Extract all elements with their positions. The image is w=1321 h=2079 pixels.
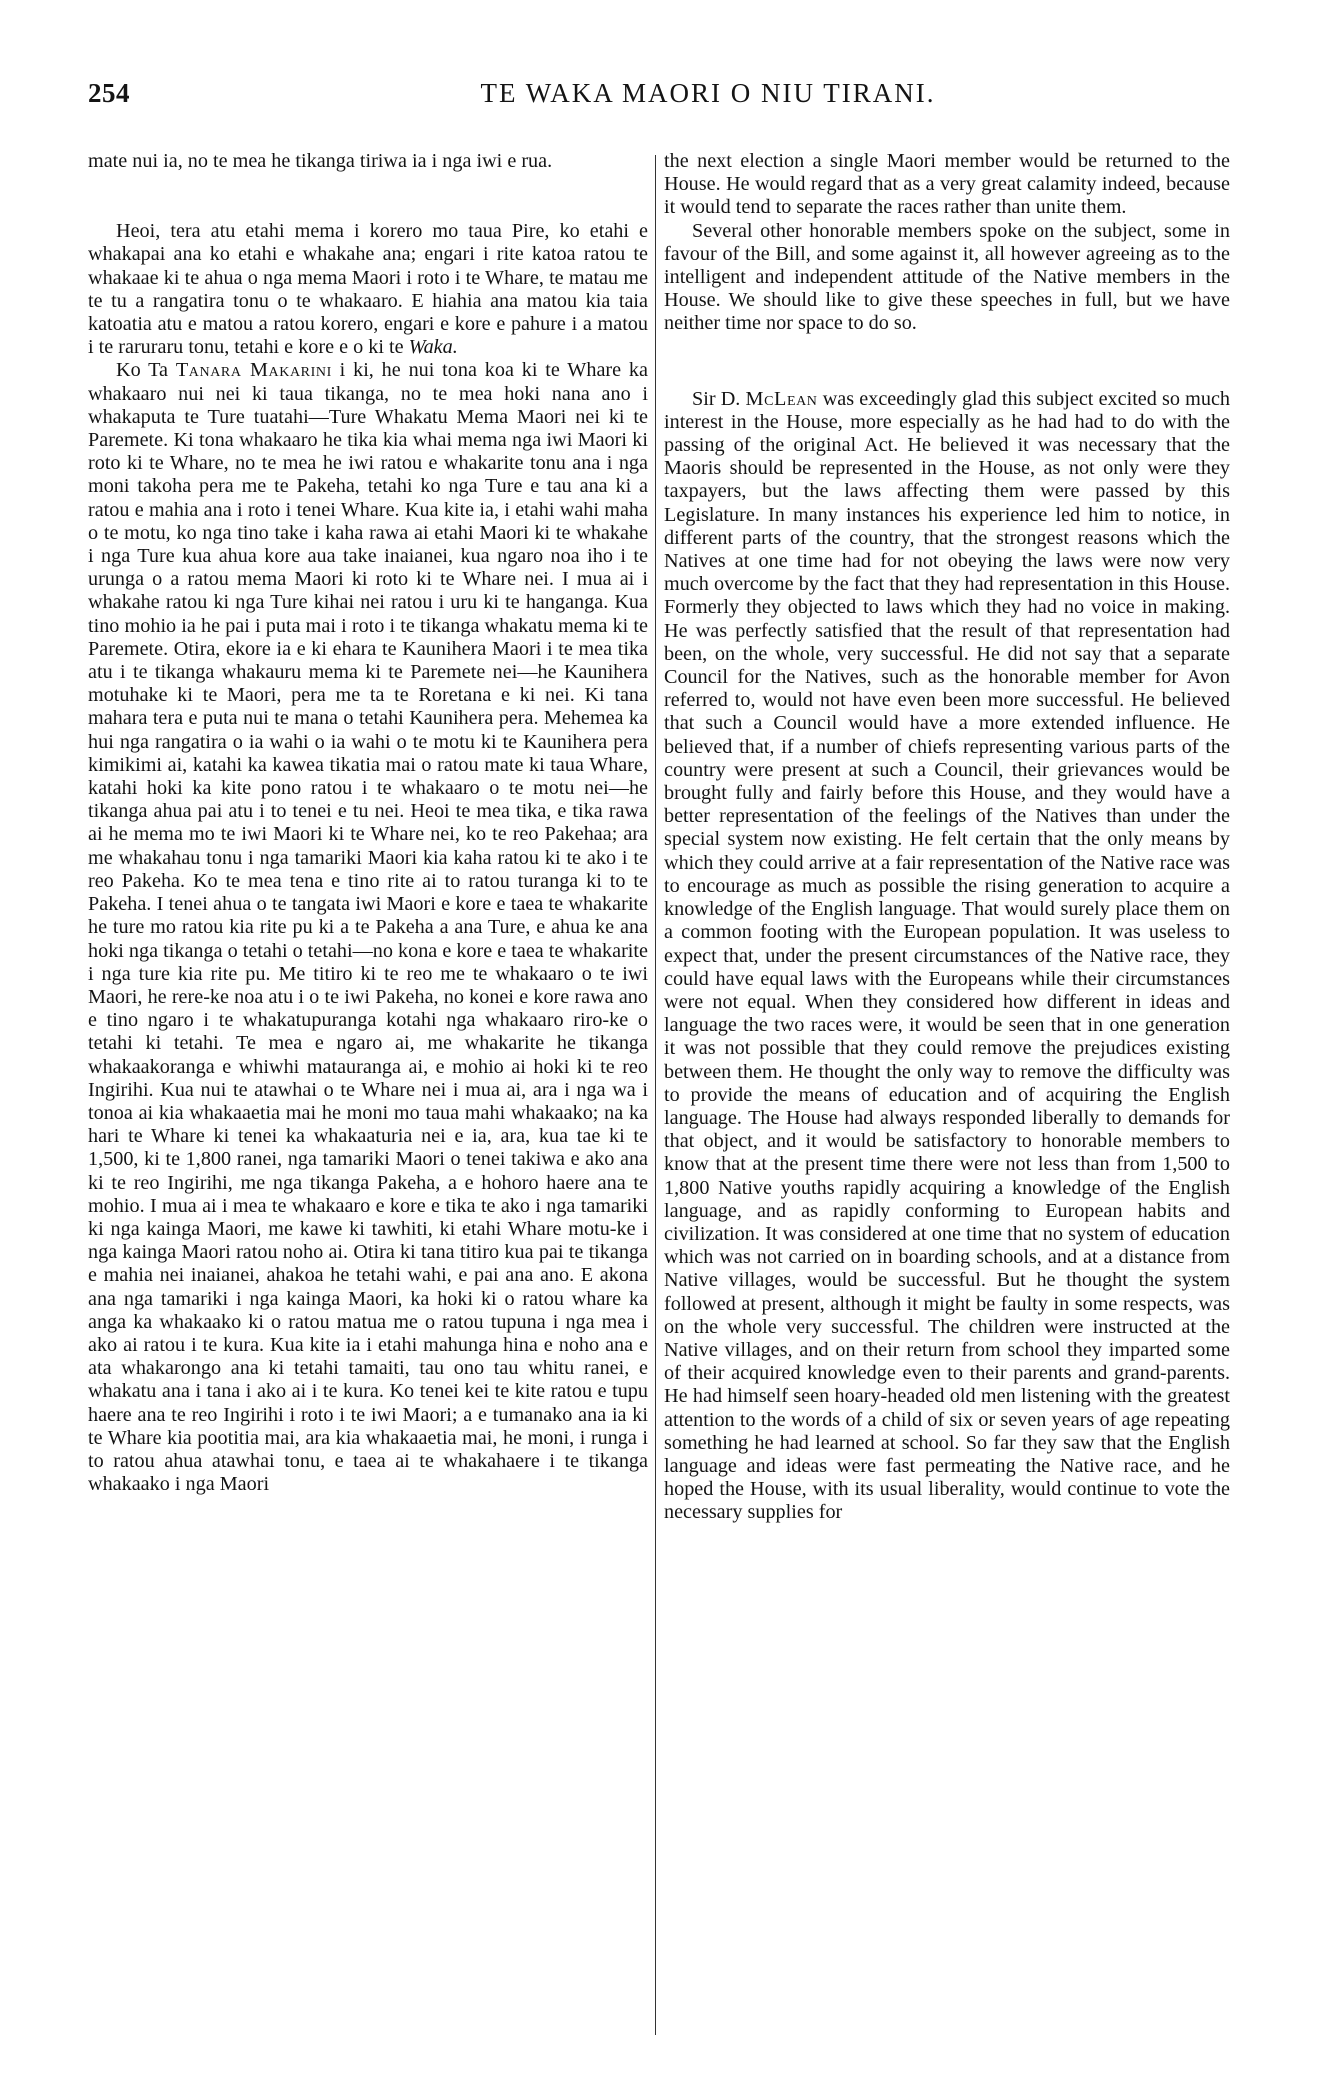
running-title: TE WAKA MAORI O NIU TIRANI. — [480, 78, 936, 108]
english-column — [664, 150, 1230, 1525]
right-paragraph-1: the next election a single Maori member would be returned to the House. He would regard that as a very great calamity indeed, because it would tend to separate the races rather than unite them. — [664, 150, 1230, 219]
left-paragraph-3-prefix: Ko Ta — [116, 359, 176, 382]
left-paragraph-1: mate nui ia, no te mea he tikanga tiriwa ia i nga iwi e rua. — [88, 150, 553, 172]
left-paragraph-2-text: Heoi, tera atu etahi mema i korero mo taua Pire, ko etahi e whakapai ana ko etahi e whakahe ana; engari i rite katoa ratou te whakaae ki te ahua o nga mema Maori i roto i te Whare, te matau me te tu a rangatira tonu o te whakaaro. E hiahia ana matou kia taia katoatia atu e matou a ratou korero, engari e kore e pahure i a matou i te raruraru tonu, tetahi e kore e o ki te — [88, 220, 648, 359]
column-divider — [655, 155, 656, 2035]
left-paragraph-3-text: i ki, he nui tona koa ki te Whare ka whakaaro nui nei ki taua tikanga, no te mea hoki nana ano i whakaputa te Ture tuatahi—Ture Whakatu Mema Maori nei ki te Paremete. Ki tona whakaaro he tika kia whai mema nga iwi Maori ki roto ki te Whare, no te mea he iwi ratou e whakarite tonu ana i nga moni takoha pera me te Pakeha, tetahi ko nga Ture e tau ana ki a ratou e mahia ana i roto i tenei Whare. Kua kite ia, i etahi wahi maha o te motu, ko nga tino take i kaha rawa ai etahi Maori ki te whakahe i nga Ture kua ahua kore aua take inaianei, kua ngaro noa iho i te urunga o a ratou mema Maori ki roto ki te Whare nei. I mua ai i whakahe ratou ki nga Ture kihai nei ratou i uru ki te hanganga. Kua tino mohio ia he pai i puta mai i roto i te tikanga whakatu mema ki te Paremete. Otira, ekore ia e ki ehara te Kaunihera Maori i te mea tika atu i te tikanga whakauru mema ki te Paremete nei—he Kaunihera motuhake ki te Maori, pera me ta te Roretana e ki nei. Ki tana mahara tera e puta nui te mana o tetahi Kaunihera pera. Mehemea ka hui nga rangatira o ia wahi o ia wahi o te motu ki te Kaunihera pera kimikimi ai, katahi ka kawea tikatia mai o ratou mate ki taua Whare, katahi hoki ka kite pono ratou i te whakaaro o te motu nei—he tikanga ahua pai atu i to tenei e tu nei. Heoi te mea tika, e tika rawa ai he mema mo te iwi Maori ki te Whare nei, ko te reo Pakehaa; ara me whakahau tonu i nga tamariki Maori kia kaha ratou ki te ako i te reo Pakeha. Ko te mea tena e tino rite ai to ratou turanga ki to te Pakeha. I tenei ahua o te tangata iwi Maori e kore e taea te whakarite he ture mo ratou kia rite pu ki a te Pakeha a ana Ture, e ahua ke ana hoki nga tikanga o tetahi o tetahi—no kona e kore e taea te whakarite i nga ture kia rite pu. Me titiro ki te reo me te whakaaro o te iwi Maori, he rere-ke noa atu i o te iwi Pakeha, no konei e kore rawa ano e tino ngaro i te whakatupuranga kotahi nga whakaaro riro-ke o tetahi ki tetahi. Te mea e ngaro ai, me whakarite he tikanga whakaakoranga e whiwhi matauranga ai, e mohio ai hoki ki te reo Ingirihi. Kua nui te atawhai o te Whare nei i mua ai, ara i nga wa i tonoa ai kia whakaaetia mai he moni mo taua mahi whakaako; na ka hari te Whare ki tenei ka whakaaturia nei e ia, ara, kua tae ki te 1,500, ki te 1,800 ranei, nga tamariki Maori o tenei takiwa e ako ana ki te reo Ingirihi, me nga tikanga Pakeha, a e hohoro haere ana te mohio. I mua ai i mea te whakaaro e kore e tika te ako i nga tamariki ki nga kainga Maori, me kawe ki tawhiti, ki etahi Whare motu-ke i nga kainga Maori ratou noho ai. Otira ki tana titiro kua pai te tikanga e mahia nei inaianei, ahakoa he tetahi wahi, e pai ana ano. E akona ana nga tamariki i nga kainga Maori, ka hoki ki o ratou whare ka anga ka whakaako ki o ratou matua me o ratou tupuna i nga mea i ako ai ratou i te kura. Kua kite ia i etahi mahunga hina e noho ana e ata whakarongo ana ki tetahi tamaiti, tau ono tau whitu ranei, e whakatu ana i tana i ako ai i te kura. Ko tenei kei te kite ratou e tupu haere ana te reo Ingirihi i roto i te iwi Maori; a e tumanako ana ia ki te Whare kia pootitia mai, ara kia whakaaetia mai, he moni, i runga i to ratou ahua atawhai tonu, e taea ai te whakahaere i te tikanga whakaako i nga Maori — [88, 359, 648, 1496]
right-paragraph-3-text: was exceedingly glad this subject excited so much interest in the House, more especially as he had had to do with the passing of the original Act. He believed it was necessary that the Maoris should be represented in the House, as not only were they taxpayers, but the laws affecting them were passed by this Legislature. In many instances his experience led him to notice, in different parts of the country, that the strongest reasons which the Natives at one time had for not obeying the laws were now very much overcome by the fact that they had representation in this House. Formerly they objected to laws which they had no voice in making. He was perfectly satisfied that the result of that representation had been, on the whole, very successful. He did not say that a separate Council for the Natives, such as the honorable member for Avon referred to, would not have even been more successful. He believed that such a Council would have a more extended influence. He believed that, if a number of chiefs representing various parts of the country were present at such a Council, their grievances would be brought fully and fairly before this House, and they would have a better representation of the feelings of the Natives than under the special system now existing. He felt certain that the only means by which they could arrive at a fair representation of the Native race was to encourage as much as possible the rising generation to acquire a knowledge of the English language. That would surely place them on a common footing with the European population. It was useless to expect that, under the present circumstances of the Native race, they could have equal laws with the Europeans while their circumstances were not equal. When they considered how different in ideas and language the two races were, it would be seen that in one generation it was not possible that they could remove the prejudices existing between them. He thought the only way to remove the difficulty was to provide the means of education and of acquiring the English language. The House had always responded liberally to demands for that object, and it would be satisfactory to honorable members to know that at the present time there were not less than from 1,500 to 1,800 Native youths rapidly acquiring a knowledge of the English language, and as rapidly conforming to European habits and civilization. It was considered at one time that no system of education which was not carried on in boarding schools, and at a distance from Native villages, would be successful. But he thought the system followed at present, although it might be faulty in some respects, was on the whole very successful. The children were instructed at the Native villages, and on their return from school they imparted some of their acquired knowledge even to their parents and grand-parents. He had himself seen hoary-headed old men listening with the greatest attention to the words of a child of six or seven years of age repeating something he had learned at school. So far they saw that the English language and ideas were fast permeating the Native race, and he hoped the House, with its usual liberality, would continue to vote the necessary supplies for — [664, 387, 1230, 1524]
right-paragraph-3-prefix: Sir D. — [692, 387, 746, 410]
left-paragraph-2 — [88, 220, 648, 359]
speaker-name-english: McLean — [745, 387, 818, 410]
left-paragraph-3 — [88, 359, 648, 1496]
page-number: 254 — [88, 78, 130, 108]
speaker-name-maori: Tanara Makarini — [175, 359, 332, 382]
right-paragraph-3 — [664, 388, 1230, 1525]
right-paragraph-2: Several other honorable members spoke on the subject, some in favour of the Bill, and some against it, all however agreeing as to the intelligent and independent attitude of the Native members in the House. We should like to give these speeches in full, but we have neither time nor space to do so. — [664, 219, 1230, 335]
maori-column — [88, 150, 648, 1496]
waka-italic: Waka. — [408, 336, 458, 359]
page-header — [88, 78, 1238, 128]
